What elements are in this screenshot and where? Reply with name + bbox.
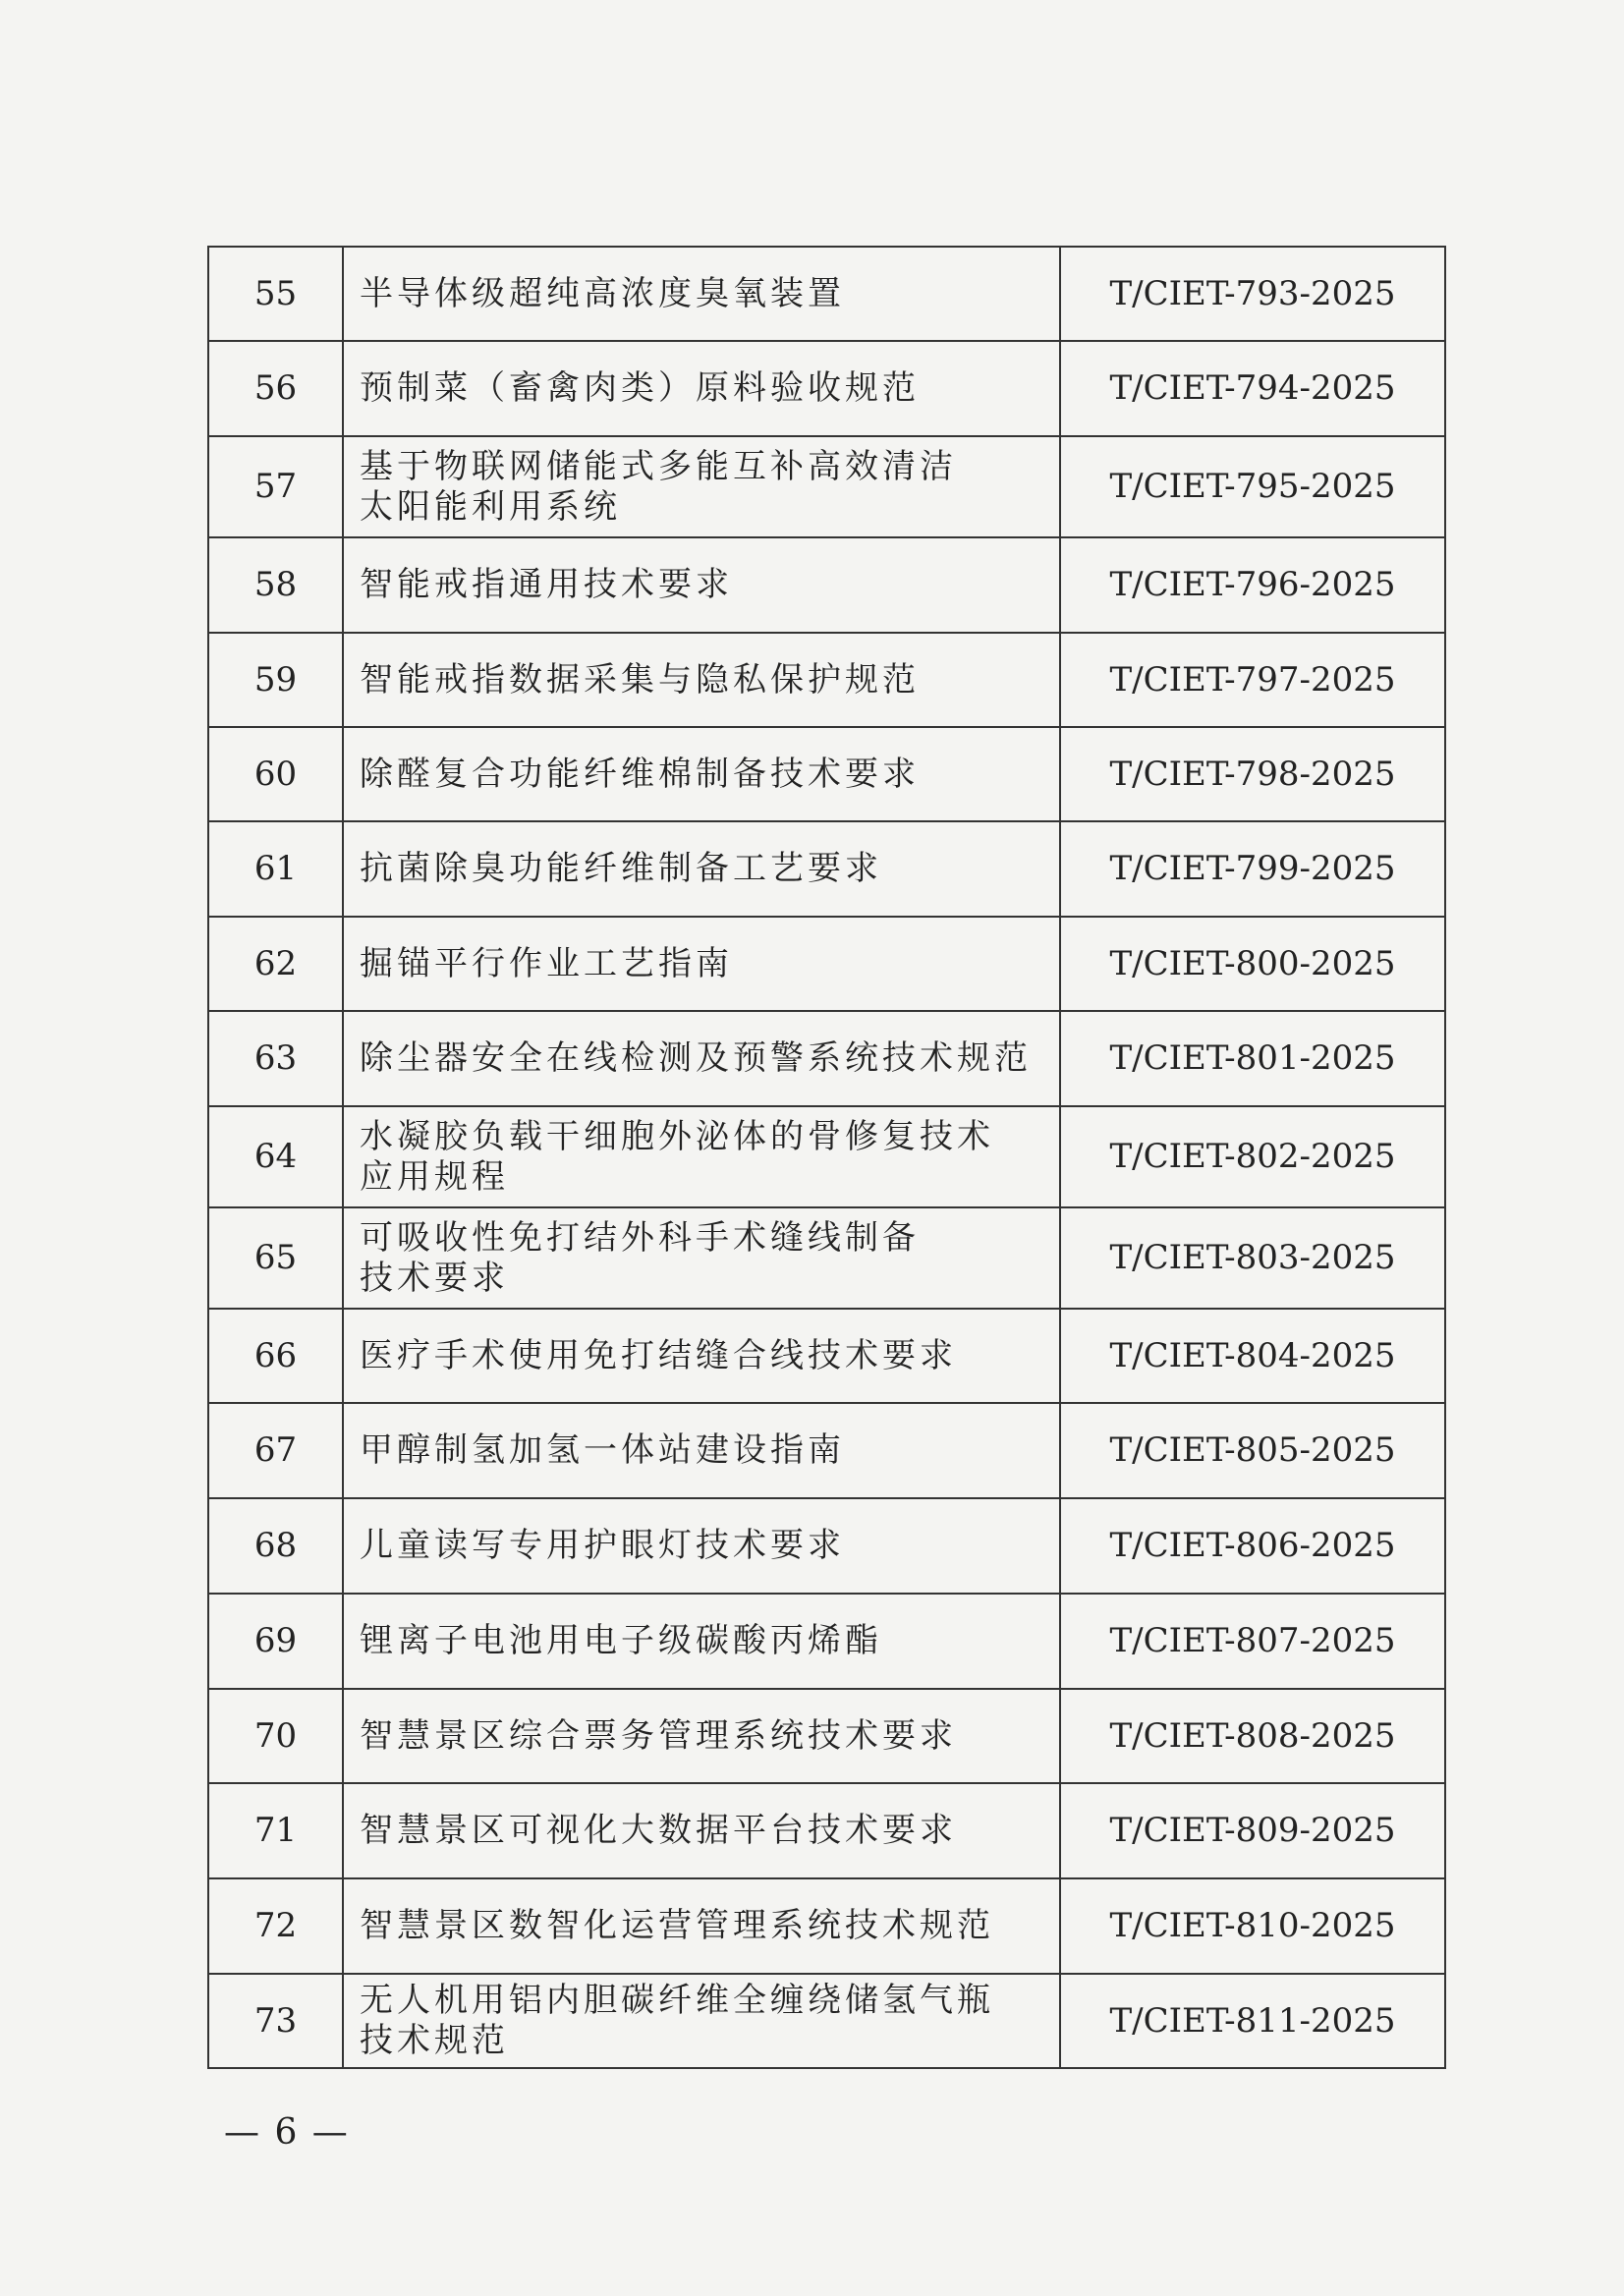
standard-name [343, 821, 1060, 917]
standard-name-line: 智能戒指通用技术要求 [360, 565, 733, 605]
table-row [208, 1309, 1445, 1403]
standard-name [343, 1689, 1060, 1783]
standard-code: T/CIET-807-2025 [1060, 1594, 1445, 1689]
standard-name-line: 儿童读写专用护眼灯技术要求 [360, 1526, 845, 1566]
row-number: 66 [208, 1309, 343, 1403]
table-row [208, 247, 1445, 341]
table-row [208, 341, 1445, 436]
table-row [208, 1594, 1445, 1689]
row-number: 56 [208, 341, 343, 436]
row-number: 71 [208, 1783, 343, 1878]
standards-table [207, 246, 1446, 2069]
table-row [208, 537, 1445, 633]
standard-name-line: 半导体级超纯高浓度臭氧装置 [360, 273, 845, 313]
standard-code: T/CIET-805-2025 [1060, 1403, 1445, 1498]
row-number: 67 [208, 1403, 343, 1498]
standard-name [343, 1309, 1060, 1403]
row-number: 69 [208, 1594, 343, 1689]
standard-name [343, 917, 1060, 1011]
standard-code: T/CIET-811-2025 [1060, 1974, 1445, 2068]
standard-name-line: 无人机用铝内胆碳纤维全缠绕储氢气瓶 [360, 1981, 994, 2021]
standard-name [343, 1594, 1060, 1689]
standard-name-line: 抗菌除臭功能纤维制备工艺要求 [360, 849, 882, 889]
table-row [208, 1689, 1445, 1783]
standard-name [343, 1106, 1060, 1207]
standard-name [343, 1011, 1060, 1106]
row-number: 59 [208, 633, 343, 727]
row-number: 72 [208, 1878, 343, 1974]
standard-name [343, 727, 1060, 821]
standard-name-line: 技术规范 [360, 2021, 509, 2060]
standard-name [343, 1207, 1060, 1309]
table-row [208, 1974, 1445, 2068]
standard-code: T/CIET-801-2025 [1060, 1011, 1445, 1106]
row-number: 57 [208, 436, 343, 537]
row-number: 70 [208, 1689, 343, 1783]
standard-code: T/CIET-798-2025 [1060, 727, 1445, 821]
standard-name-line: 预制菜（畜禽肉类）原料验收规范 [360, 368, 920, 409]
standard-name [343, 1878, 1060, 1974]
row-number: 65 [208, 1207, 343, 1309]
standard-code: T/CIET-809-2025 [1060, 1783, 1445, 1878]
standard-code: T/CIET-802-2025 [1060, 1106, 1445, 1207]
standard-code: T/CIET-797-2025 [1060, 633, 1445, 727]
standard-name-line: 应用规程 [360, 1156, 509, 1197]
standard-name-line: 水凝胶负载干细胞外泌体的骨修复技术 [360, 1116, 994, 1156]
standard-name-line: 医疗手术使用免打结缝合线技术要求 [360, 1335, 957, 1375]
standard-name [343, 633, 1060, 727]
standard-name-line: 除尘器安全在线检测及预警系统技术规范 [360, 1038, 1032, 1079]
row-number: 63 [208, 1011, 343, 1106]
table-row [208, 1878, 1445, 1974]
table-row [208, 917, 1445, 1011]
standard-name [343, 341, 1060, 436]
standard-name [343, 1498, 1060, 1594]
standard-name-line: 太阳能利用系统 [360, 486, 621, 527]
standard-name-line: 锂离子电池用电子级碳酸丙烯酯 [360, 1621, 882, 1661]
standard-name-line: 智能戒指数据采集与隐私保护规范 [360, 659, 920, 700]
standard-name [343, 1974, 1060, 2068]
standard-code: T/CIET-800-2025 [1060, 917, 1445, 1011]
standard-code: T/CIET-806-2025 [1060, 1498, 1445, 1594]
table-body [208, 247, 1445, 2068]
standard-name [343, 247, 1060, 341]
row-number: 62 [208, 917, 343, 1011]
table-row [208, 1207, 1445, 1309]
row-number: 60 [208, 727, 343, 821]
row-number: 58 [208, 537, 343, 633]
page-number: — 6 — [224, 2112, 350, 2153]
standard-name-line: 智慧景区数智化运营管理系统技术规范 [360, 1906, 994, 1946]
standard-code: T/CIET-794-2025 [1060, 341, 1445, 436]
table-row [208, 727, 1445, 821]
table-row [208, 821, 1445, 917]
standard-code: T/CIET-804-2025 [1060, 1309, 1445, 1403]
row-number: 61 [208, 821, 343, 917]
row-number: 55 [208, 247, 343, 341]
standard-name-line: 掘锚平行作业工艺指南 [360, 943, 733, 983]
table-row [208, 1106, 1445, 1207]
standard-code: T/CIET-799-2025 [1060, 821, 1445, 917]
standard-code: T/CIET-810-2025 [1060, 1878, 1445, 1974]
table-row [208, 1403, 1445, 1498]
standard-code: T/CIET-803-2025 [1060, 1207, 1445, 1309]
table-row [208, 1783, 1445, 1878]
row-number: 73 [208, 1974, 343, 2068]
row-number: 64 [208, 1106, 343, 1207]
standard-code: T/CIET-795-2025 [1060, 436, 1445, 537]
standard-name-line: 智慧景区可视化大数据平台技术要求 [360, 1811, 957, 1851]
standard-name-line: 基于物联网储能式多能互补高效清洁 [360, 446, 957, 486]
standard-name-line: 甲醇制氢加氢一体站建设指南 [360, 1430, 845, 1471]
standard-name [343, 1783, 1060, 1878]
standard-name-line: 技术要求 [360, 1258, 509, 1298]
table-row [208, 633, 1445, 727]
standard-name [343, 1403, 1060, 1498]
standard-code: T/CIET-796-2025 [1060, 537, 1445, 633]
table-row [208, 1498, 1445, 1594]
standard-code: T/CIET-793-2025 [1060, 247, 1445, 341]
row-number: 68 [208, 1498, 343, 1594]
standard-code: T/CIET-808-2025 [1060, 1689, 1445, 1783]
table-row [208, 1011, 1445, 1106]
standard-name [343, 436, 1060, 537]
standard-name-line: 可吸收性免打结外科手术缝线制备 [360, 1217, 920, 1258]
standard-name [343, 537, 1060, 633]
standard-name-line: 智慧景区综合票务管理系统技术要求 [360, 1715, 957, 1756]
table-row [208, 436, 1445, 537]
standard-name-line: 除醛复合功能纤维棉制备技术要求 [360, 754, 920, 794]
